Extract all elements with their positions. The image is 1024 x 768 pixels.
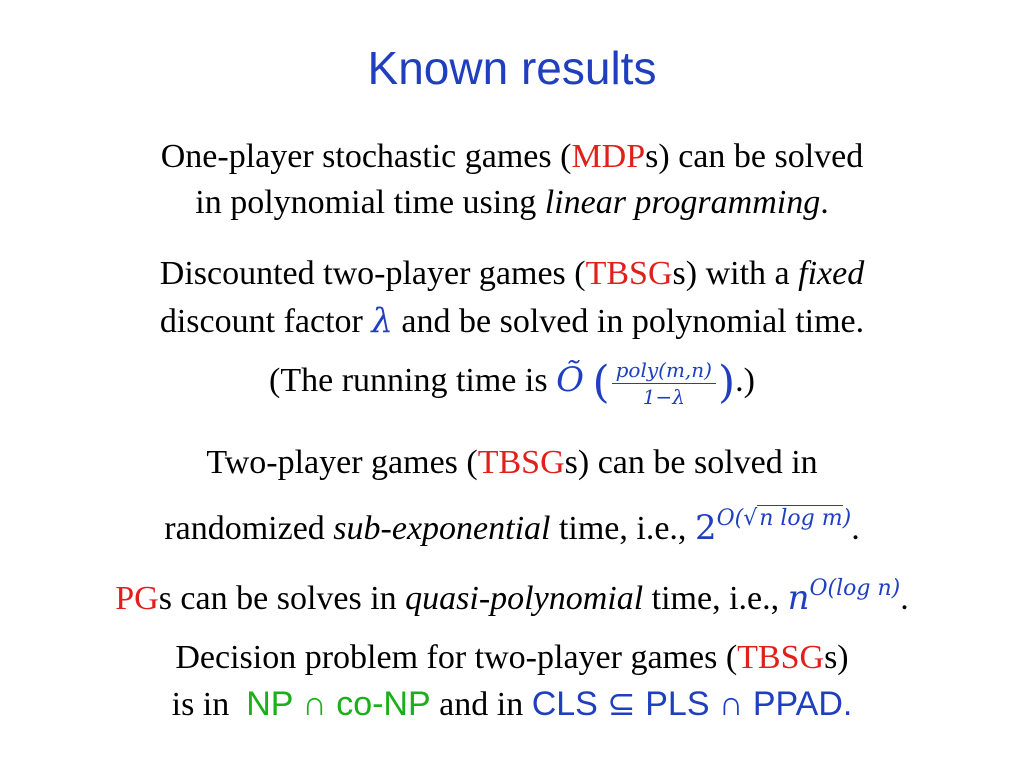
lp-text-b: . <box>820 184 829 221</box>
subexp-exp-radicand: n log m <box>759 506 843 531</box>
pg-text-c: . <box>900 580 909 617</box>
disc-tbsg: TBSG <box>585 255 673 292</box>
slide-title: Known results <box>367 42 657 94</box>
dec-text-b: s) <box>824 639 849 676</box>
lp-italic: linear programming <box>544 184 821 221</box>
dec-tbsg: TBSG <box>737 639 825 676</box>
lambda-symbol: λ <box>371 301 393 341</box>
dec-text-a: Decision problem for two-player games ( <box>175 639 738 676</box>
otilde-symbol: Õ <box>556 360 584 400</box>
rt-text-a: (The running time is <box>269 362 557 399</box>
decision-line-1 <box>0 636 1024 680</box>
rt-paren-open: ( <box>592 357 610 409</box>
rt-numerator: poly(m,n) <box>612 359 716 384</box>
pg-text-b: time, i.e., <box>643 580 788 617</box>
subexp-exponent <box>717 505 852 531</box>
pg-exponent: O(log n) <box>809 576 901 601</box>
pg-line <box>0 567 1024 621</box>
disc-fixed-italic: fixed <box>798 255 865 292</box>
tbsg-line-2 <box>0 497 1024 551</box>
disc-text-b: s) with a <box>672 255 799 292</box>
cls-pls-ppad-class: CLS ⊆ PLS ∩ PPAD. <box>531 685 853 723</box>
subexp-base: 2 <box>694 508 717 548</box>
subexp-italic: sub-exponential <box>333 510 551 547</box>
disc2-text-b: and be solved in polynomial time. <box>392 303 865 340</box>
pg-italic: quasi-polynomial <box>405 580 644 617</box>
dec2-text-a: is in <box>171 686 247 723</box>
disc2-text-a: discount factor <box>159 303 372 340</box>
subexp-exp-a: O(√ <box>716 506 758 531</box>
pg-text-a: s can be solves in <box>158 580 406 617</box>
discounted-line-1 <box>0 252 1024 296</box>
decision-line-2 <box>0 682 1024 727</box>
mdp-line-1 <box>0 135 1024 179</box>
disc-text-a: Discounted two-player games ( <box>159 255 586 292</box>
lp-text-a: in polynomial time using <box>195 184 545 221</box>
subexp-exp-c: ) <box>842 506 852 531</box>
subexp-text-b: time, i.e., <box>550 510 695 547</box>
rt-fraction <box>612 359 716 408</box>
mdp-line-2 <box>0 181 1024 225</box>
rt-paren-close: ) <box>717 357 736 409</box>
mdp-text-a: One-player stochastic games ( <box>160 138 572 175</box>
mdp-text-b: s) can be solved <box>645 138 864 175</box>
rt-denominator: 1−λ <box>642 384 685 409</box>
pg-acronym: PG <box>115 580 159 617</box>
rt-text-b: .) <box>735 362 755 399</box>
subexp-text-a: randomized <box>164 510 334 547</box>
mdp-acronym: MDP <box>571 138 646 175</box>
pg-base: n <box>787 578 810 618</box>
tbsg-text-a: Two-player games ( <box>206 444 478 481</box>
subexp-text-c: . <box>851 510 860 547</box>
tbsg-text-b: s) can be solved in <box>564 444 818 481</box>
np-conp-class: NP ∩ co-NP <box>246 685 431 723</box>
running-time-line <box>0 352 1024 411</box>
discounted-line-2 <box>0 299 1024 344</box>
tbsg-line-1 <box>0 441 1024 485</box>
tbsg-acronym: TBSG <box>477 444 565 481</box>
dec2-text-b: and in <box>430 686 532 723</box>
